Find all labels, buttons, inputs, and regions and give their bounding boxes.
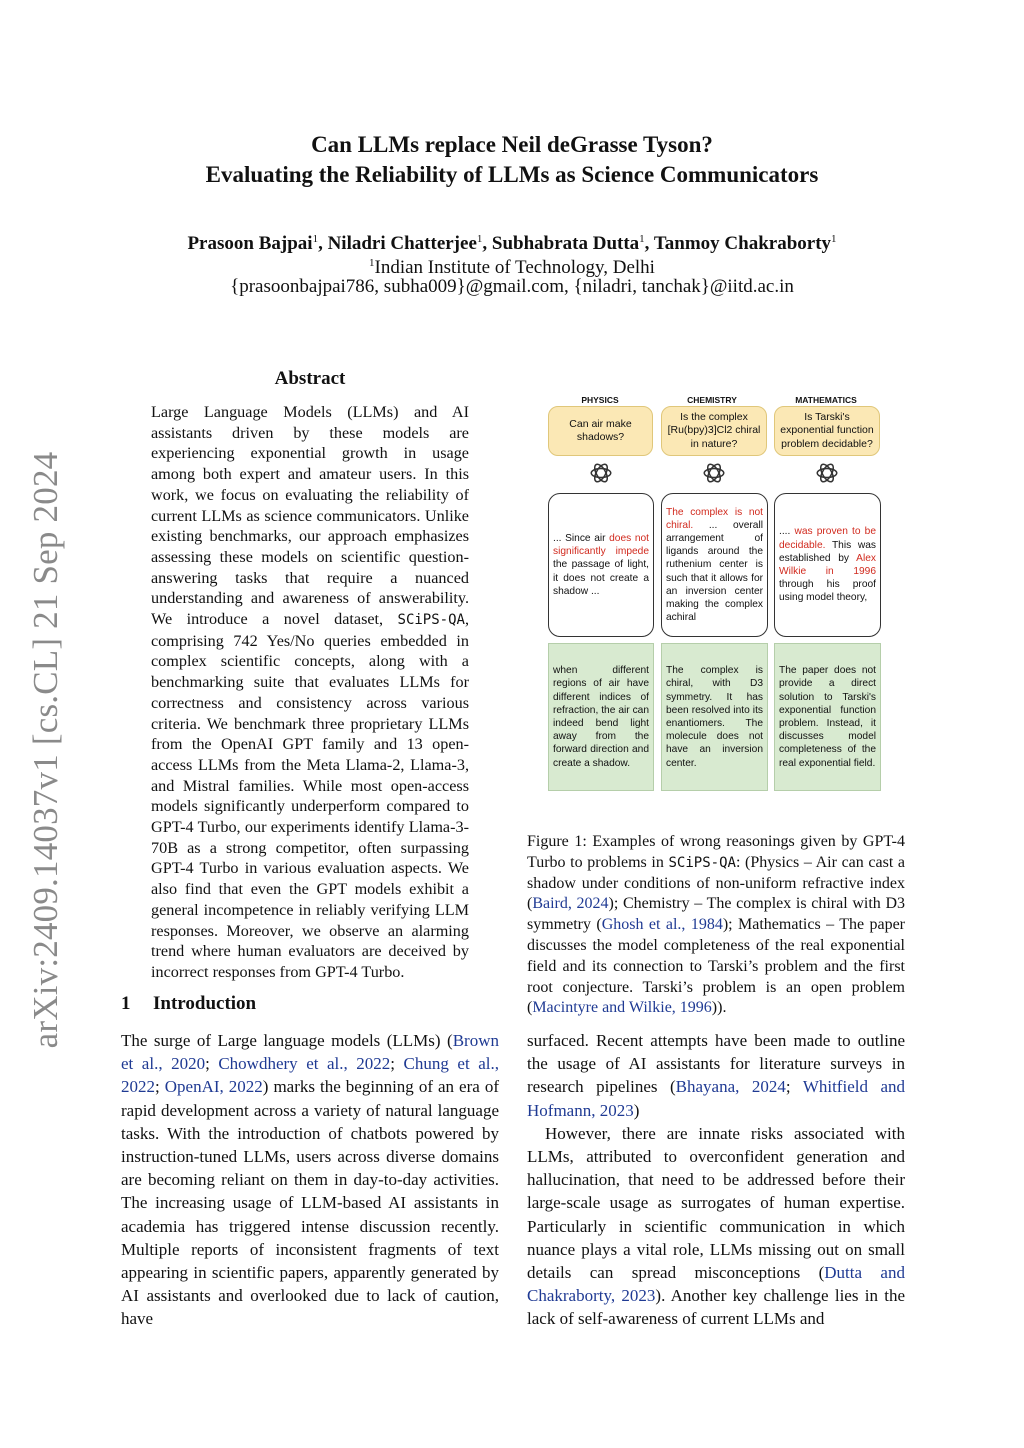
paragraph [121,1029,499,1331]
text: surfaced. Recent attempts have been made to outline the usage of AI assistants for literature surveys in research pipelines ( [527,1031,905,1097]
author-separator: , [318,233,328,254]
answer-box-physics [548,643,654,791]
openai-logo-icon [814,460,840,486]
paragraph [527,1029,905,1122]
question-box-physics: Can air make shadows? [548,406,653,456]
wrong-claim: was proven to be decidable. [779,526,876,551]
citation-link[interactable]: OpenAI, 2022 [164,1077,263,1097]
text: ; [785,1077,803,1097]
answer-box-chemistry [661,643,768,791]
text: Figure 1: Examples of wrong reasonings given by GPT-4 Turbo to problems in [527,833,905,871]
text: ; [390,1054,404,1074]
openai-logo-icon [701,460,727,486]
citation-link[interactable]: Baird, 2024 [532,895,609,913]
text: through his proof using model theory, [779,579,876,604]
paper-title-line2: Evaluating the Reliability of LLMs as Science Communicators [205,162,819,187]
answer-text: The complex is chiral, with D3 symmetry. It has been resolved into its enantiomers. The molecule does not have an inversion center. [666,665,763,769]
author-name: Subhabrata Dutta [491,233,640,254]
text: ; [155,1077,165,1097]
text: )). [711,999,727,1017]
text: ). Another key challenge lies in the lack of self-awareness of current LLMs and [527,1286,906,1329]
text: ... overall arrangement of ligands around the ruthenium center is such that it allows for an inversion center making the complex achiral [666,519,763,624]
wrong-claim: The complex is not chiral. [666,506,763,531]
response-box-physics [548,493,654,637]
abstract-body [151,402,469,983]
text: The surge of Large language models (LLMs) ( [121,1031,453,1050]
answer-box-mathematics [774,643,881,791]
affiliation-mark: 1 [369,257,375,269]
response-text [553,532,649,598]
text: ) [633,1100,640,1120]
author-affil-mark: 1 [639,233,645,245]
response-box-chemistry [661,493,768,637]
text: ); Chemistry – The complex is chiral with D3 symmetry ( [527,895,905,934]
abstract-text: Large Language Models (LLMs) and AI assistants driven by these models are experiencing exponential growth in usage among both expert and amateur users. In this work, we focus on evaluating the reliability of current LLMs as science communicators. Unlike existing benchmarks, our approach emphasizes assessing these models on scientific question-answering tasks that require a nuanced understanding and awareness of answerability. We introduce a novel dataset, [151,403,469,629]
wrong-claim: does not significantly impede [553,532,649,558]
author-name: Tanmoy Chakraborty [653,233,832,254]
author-name: Prasoon Bajpai [187,233,313,254]
section-title: Introduction [153,993,257,1014]
author-affil-mark: 1 [831,233,837,245]
author-affil-mark: 1 [312,233,319,245]
citation-link[interactable]: Chung et al., 2022 [121,1054,499,1097]
paper-title-line1: Can LLMs replace Neil deGrasse Tyson? [311,132,713,157]
response-text [666,506,763,625]
citation-link[interactable]: Ghosh et al., 1984 [601,916,723,934]
paragraph [527,1122,905,1331]
abstract-text: , comprising 742 Yes/No queries embedded in complex scientific concepts, along with a benchmarking suite that evaluates LLMs for correctness and consistency across various criteria. We benchmark three proprietary LLMs from the OpenAI GPT family and 13 open-access LLMs from the Meta Llama-2, Llama-3, and Mistral families. While most open-access models significantly underperform compared to GPT-4 Turbo, our experiments identify Llama-3-70B as a strong competitor, often surpassing GPT-4 Turbo in various evaluation aspects. We also find that even the GPT models exhibit a general incompetence in reliably verifying LLM responses. Moreover, we observe an alarming trend where human evaluators are deceived by incorrect responses from GPT-4 Turbo. [151,610,469,981]
author-separator: , [644,233,654,254]
citation-link[interactable]: Bhayana, 2024 [675,1077,786,1097]
figure-caption [527,832,905,1019]
text: This was established by [779,539,876,564]
citation-link[interactable]: Macintyre and Wilkie, 1996 [532,999,712,1017]
figure-label-chemistry: CHEMISTRY [687,395,737,405]
text: ; [205,1054,219,1074]
section-number: 1 [121,993,131,1014]
question-box-mathematics: Is Tarski's exponential function problem decidable? [774,406,880,456]
abstract-heading: Abstract [274,368,346,389]
text: ... Since air [553,532,610,544]
text: the passage of light, it does not create a shadow ... [553,559,649,597]
arxiv-stamp: arXiv:2409.14037v1 [cs.CL] 21 Sep 2024 [26,451,65,1049]
question-box-chemistry: Is the complex [Ru(bpy)3]Cl2 chiral in nature? [661,406,767,456]
text: .... [779,526,795,538]
citation-link[interactable]: Brown et al., 2020 [121,1031,499,1074]
text: ) marks the beginning of an era of rapid development across a variety of natural language tasks. With the introduction of chatbots powered by instruction-tuned LLMs, users across diverse domains are becoming reliant on them in day-to-day activities. The increasing usage of LLM-based AI assistants in academia has triggered intense discussion recently. Multiple reports of inconsistent fragments of text appearing in scientific papers, apparently generated by AI assistants and overlooked due to lack of caution, have [121,1077,499,1329]
citation-link[interactable]: Chowdhery et al., 2022 [218,1054,391,1074]
author-name: Niladri Chatterjee [327,233,477,254]
citation-link[interactable]: Whitfield and Hofmann, 2023 [527,1077,905,1120]
response-box-mathematics [774,493,881,637]
section-heading [121,993,256,1015]
openai-logo-icon [588,460,614,486]
intro-left-column [121,1029,499,1331]
dataset-name: SCiPS-QA [397,612,465,629]
answer-text: when different regions of air have different indices of refraction, the air can indeed bend light away from the forward direction and create a shadow. [553,665,649,769]
response-text [779,525,876,604]
text: However, there are innate risks associated with LLMs, attributed to overconfident generation and hallucination, that need to be addressed before their large-scale usage as surrogates of human expertise. Particularly in scientific communication in which nuance plays a vital role, LLMs missing out on small details can spread misconceptions ( [527,1123,905,1283]
figure-label-physics: PHYSICS [581,395,619,405]
intro-right-column [527,1029,905,1331]
figure-label-mathematics: MATHEMATICS [795,395,857,405]
text: : (Physics – Air can cast a shadow under conditions of non-uniform refractive index ( [527,853,906,913]
dataset-name: SCiPS-QA [668,854,736,871]
author-separator: , [482,233,492,254]
author-affil-mark: 1 [476,233,483,245]
citation-link[interactable]: Dutta and Chakraborty, 2023 [527,1263,905,1306]
wrong-claim: Alex Wilkie in 1996 [779,552,876,577]
author-emails: {prasoonbajpai786, subha009}@gmail.com, {niladri, tanchak}@iitd.ac.in [230,276,794,297]
affiliation-text: Indian Institute of Technology, Delhi [374,257,655,278]
answer-text: The paper does not provide a direct solution to Tarski's exponential function problem. Instead, it discusses model completeness of the real exponential field. [779,665,876,769]
text: ); Mathematics – The paper discusses the model completeness of the real exponential field and its connection to Tarski’s problem and the first root conjecture. Tarski’s problem is an open problem ( [527,916,906,1017]
